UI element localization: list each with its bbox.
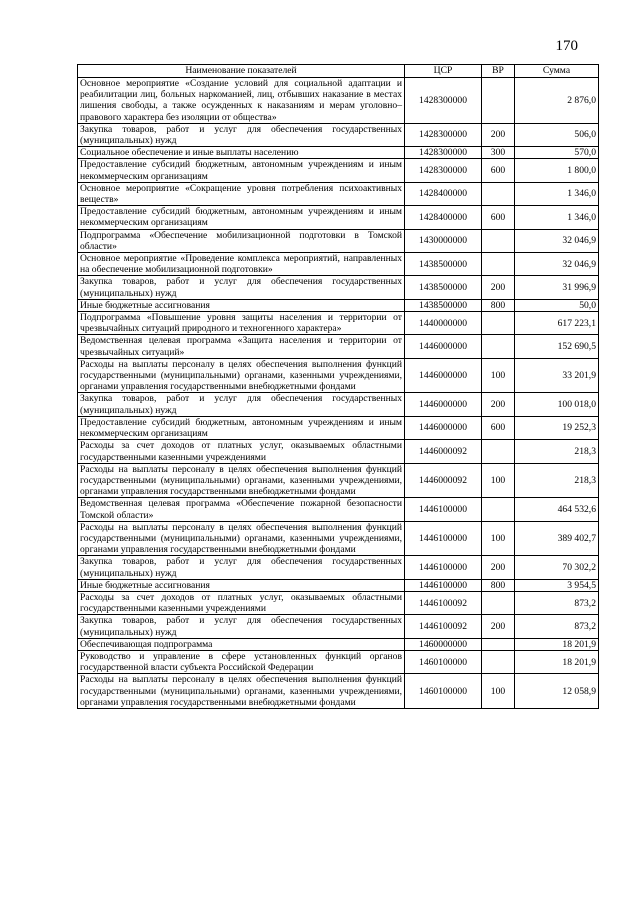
cell-name: Расходы за счет доходов от платных услуг, оказываемых областными государственными казенными учреждениями (78, 440, 405, 463)
cell-vr: 100 (482, 358, 515, 393)
cell-sum: 31 996,9 (515, 276, 599, 299)
table-row (78, 182, 599, 205)
cell-sum: 1 346,0 (515, 182, 599, 205)
cell-csr: 1446100092 (405, 591, 482, 614)
cell-name: Предоставление субсидий бюджетным, автономным учреждениям и иным некоммерческим организациям (78, 416, 405, 439)
cell-sum: 218,3 (515, 440, 599, 463)
cell-csr: 1460000000 (405, 638, 482, 650)
cell-csr: 1438500000 (405, 299, 482, 311)
cell-sum: 873,2 (515, 615, 599, 638)
table-row (78, 206, 599, 229)
cell-name: Ведомственная целевая программа «Защита населения и территории от чрезвычайных ситуаций» (78, 335, 405, 358)
cell-csr: 1428400000 (405, 206, 482, 229)
cell-name: Расходы за счет доходов от платных услуг, оказываемых областными государственными казенными учреждениями (78, 591, 405, 614)
cell-csr: 1440000000 (405, 312, 482, 335)
cell-name: Закупка товаров, работ и услуг для обеспечения государственных (муниципальных) нужд (78, 615, 405, 638)
cell-name: Обеспечивающая подпрограмма (78, 638, 405, 650)
cell-vr (482, 335, 515, 358)
cell-csr: 1446100000 (405, 579, 482, 591)
cell-name: Закупка товаров, работ и услуг для обеспечения государственных (муниципальных) нужд (78, 276, 405, 299)
table-row (78, 253, 599, 276)
table-row (78, 440, 599, 463)
table-row (78, 358, 599, 393)
cell-vr (482, 78, 515, 124)
cell-vr: 800 (482, 299, 515, 311)
cell-name: Ведомственная целевая программа «Обеспечение пожарной безопасности Томской области» (78, 498, 405, 521)
table-row (78, 674, 599, 709)
cell-csr: 1446100000 (405, 498, 482, 521)
cell-sum: 3 954,5 (515, 579, 599, 591)
cell-csr: 1446100000 (405, 556, 482, 579)
cell-sum: 218,3 (515, 463, 599, 498)
cell-name: Иные бюджетные ассигнования (78, 579, 405, 591)
table-row (78, 335, 599, 358)
table-row (78, 78, 599, 124)
cell-csr: 1430000000 (405, 229, 482, 252)
cell-name: Иные бюджетные ассигнования (78, 299, 405, 311)
cell-vr: 100 (482, 463, 515, 498)
table-row (78, 229, 599, 252)
table-row (78, 276, 599, 299)
cell-name: Предоставление субсидий бюджетным, автономным учреждениям и иным некоммерческим организациям (78, 206, 405, 229)
cell-sum: 100 018,0 (515, 393, 599, 416)
cell-sum: 1 346,0 (515, 206, 599, 229)
cell-vr (482, 312, 515, 335)
cell-vr (482, 229, 515, 252)
cell-sum: 1 800,0 (515, 159, 599, 182)
header-vr: ВР (482, 65, 515, 78)
cell-name: Закупка товаров, работ и услуг для обеспечения государственных (муниципальных) нужд (78, 123, 405, 146)
table-row (78, 416, 599, 439)
table-row (78, 638, 599, 650)
cell-vr: 200 (482, 556, 515, 579)
cell-name: Основное мероприятие «Создание условий для социальной адаптации и реабилитации лиц, больных наркоманией, лиц, отбывших наказание в местах лишения свободы, а также осужденных к наказаниям и мерам уголовно–правового характера без изоляции от общества» (78, 78, 405, 124)
header-name: Наименование показателей (78, 65, 405, 78)
cell-name: Предоставление субсидий бюджетным, автономным учреждениям и иным некоммерческим организациям (78, 159, 405, 182)
cell-vr (482, 253, 515, 276)
table-row (78, 615, 599, 638)
cell-csr: 1446000092 (405, 463, 482, 498)
cell-sum: 873,2 (515, 591, 599, 614)
table-row (78, 591, 599, 614)
cell-name: Расходы на выплаты персоналу в целях обеспечения выполнения функций государственными (муниципальными) органами, казенными учреждениями, органами управления государственными внебюджетными фондами (78, 674, 405, 709)
cell-name: Подпрограмма «Повышение уровня защиты населения и территории от чрезвычайных ситуаций природного и техногенного характера» (78, 312, 405, 335)
cell-vr (482, 440, 515, 463)
cell-csr: 1446000000 (405, 358, 482, 393)
cell-csr: 1446000000 (405, 335, 482, 358)
cell-vr: 800 (482, 579, 515, 591)
cell-vr: 200 (482, 123, 515, 146)
cell-vr (482, 638, 515, 650)
cell-name: Подпрограмма «Обеспечение мобилизационной подготовки в Томской области» (78, 229, 405, 252)
cell-csr: 1446000000 (405, 393, 482, 416)
cell-sum: 570,0 (515, 147, 599, 159)
table-row (78, 299, 599, 311)
cell-name: Расходы на выплаты персоналу в целях обеспечения выполнения функций государственными (муниципальными) органами, казенными учреждениями, органами управления государственными внебюджетными фондами (78, 521, 405, 556)
cell-sum: 18 201,9 (515, 650, 599, 673)
table-header-row (78, 65, 599, 78)
table-row (78, 159, 599, 182)
cell-name: Социальное обеспечение и иные выплаты населению (78, 147, 405, 159)
cell-vr: 100 (482, 674, 515, 709)
cell-vr: 100 (482, 521, 515, 556)
cell-vr (482, 591, 515, 614)
cell-sum: 464 532,6 (515, 498, 599, 521)
table-row (78, 556, 599, 579)
table-row (78, 650, 599, 673)
header-sum: Сумма (515, 65, 599, 78)
header-csr: ЦСР (405, 65, 482, 78)
cell-csr: 1428400000 (405, 182, 482, 205)
cell-vr (482, 498, 515, 521)
cell-sum: 152 690,5 (515, 335, 599, 358)
cell-csr: 1428300000 (405, 159, 482, 182)
cell-csr: 1428300000 (405, 123, 482, 146)
cell-name: Расходы на выплаты персоналу в целях обеспечения выполнения функций государственными (муниципальными) органами, казенными учреждениями, органами управления государственными внебюджетными фондами (78, 358, 405, 393)
cell-csr: 1446100092 (405, 615, 482, 638)
cell-csr: 1428300000 (405, 78, 482, 124)
cell-name: Руководство и управление в сфере установленных функций органов государственной власти субъекта Российской Федерации (78, 650, 405, 673)
cell-sum: 32 046,9 (515, 253, 599, 276)
cell-csr: 1446100000 (405, 521, 482, 556)
table-row (78, 463, 599, 498)
cell-csr: 1446000092 (405, 440, 482, 463)
cell-sum: 19 252,3 (515, 416, 599, 439)
cell-name: Основное мероприятие «Сокращение уровня потребления психоактивных веществ» (78, 182, 405, 205)
cell-csr: 1446000000 (405, 416, 482, 439)
cell-vr: 300 (482, 147, 515, 159)
cell-vr: 200 (482, 393, 515, 416)
cell-sum: 12 058,9 (515, 674, 599, 709)
cell-sum: 18 201,9 (515, 638, 599, 650)
cell-vr (482, 650, 515, 673)
page-number: 170 (555, 38, 578, 54)
table-row (78, 123, 599, 146)
cell-sum: 389 402,7 (515, 521, 599, 556)
cell-vr: 600 (482, 416, 515, 439)
cell-sum: 617 223,1 (515, 312, 599, 335)
cell-name: Расходы на выплаты персоналу в целях обеспечения выполнения функций государственными (муниципальными) органами, казенными учреждениями, органами управления государственными внебюджетными фондами (78, 463, 405, 498)
cell-sum: 2 876,0 (515, 78, 599, 124)
table-body (78, 78, 599, 709)
cell-name: Закупка товаров, работ и услуг для обеспечения государственных (муниципальных) нужд (78, 393, 405, 416)
cell-csr: 1438500000 (405, 276, 482, 299)
table-row (78, 579, 599, 591)
table-row (78, 312, 599, 335)
cell-sum: 32 046,9 (515, 229, 599, 252)
cell-sum: 506,0 (515, 123, 599, 146)
table-row (78, 521, 599, 556)
cell-name: Основное мероприятие «Проведение комплекса мероприятий, направленных на обеспечение мобилизационной подготовки» (78, 253, 405, 276)
cell-sum: 33 201,9 (515, 358, 599, 393)
cell-sum: 50,0 (515, 299, 599, 311)
cell-csr: 1460100000 (405, 674, 482, 709)
table-row (78, 393, 599, 416)
budget-table (77, 64, 599, 709)
cell-csr: 1428300000 (405, 147, 482, 159)
cell-vr: 600 (482, 159, 515, 182)
cell-vr: 200 (482, 615, 515, 638)
cell-sum: 70 302,2 (515, 556, 599, 579)
table-row (78, 498, 599, 521)
cell-csr: 1460100000 (405, 650, 482, 673)
cell-vr (482, 182, 515, 205)
table-row (78, 147, 599, 159)
cell-name: Закупка товаров, работ и услуг для обеспечения государственных (муниципальных) нужд (78, 556, 405, 579)
cell-vr: 600 (482, 206, 515, 229)
cell-csr: 1438500000 (405, 253, 482, 276)
cell-vr: 200 (482, 276, 515, 299)
